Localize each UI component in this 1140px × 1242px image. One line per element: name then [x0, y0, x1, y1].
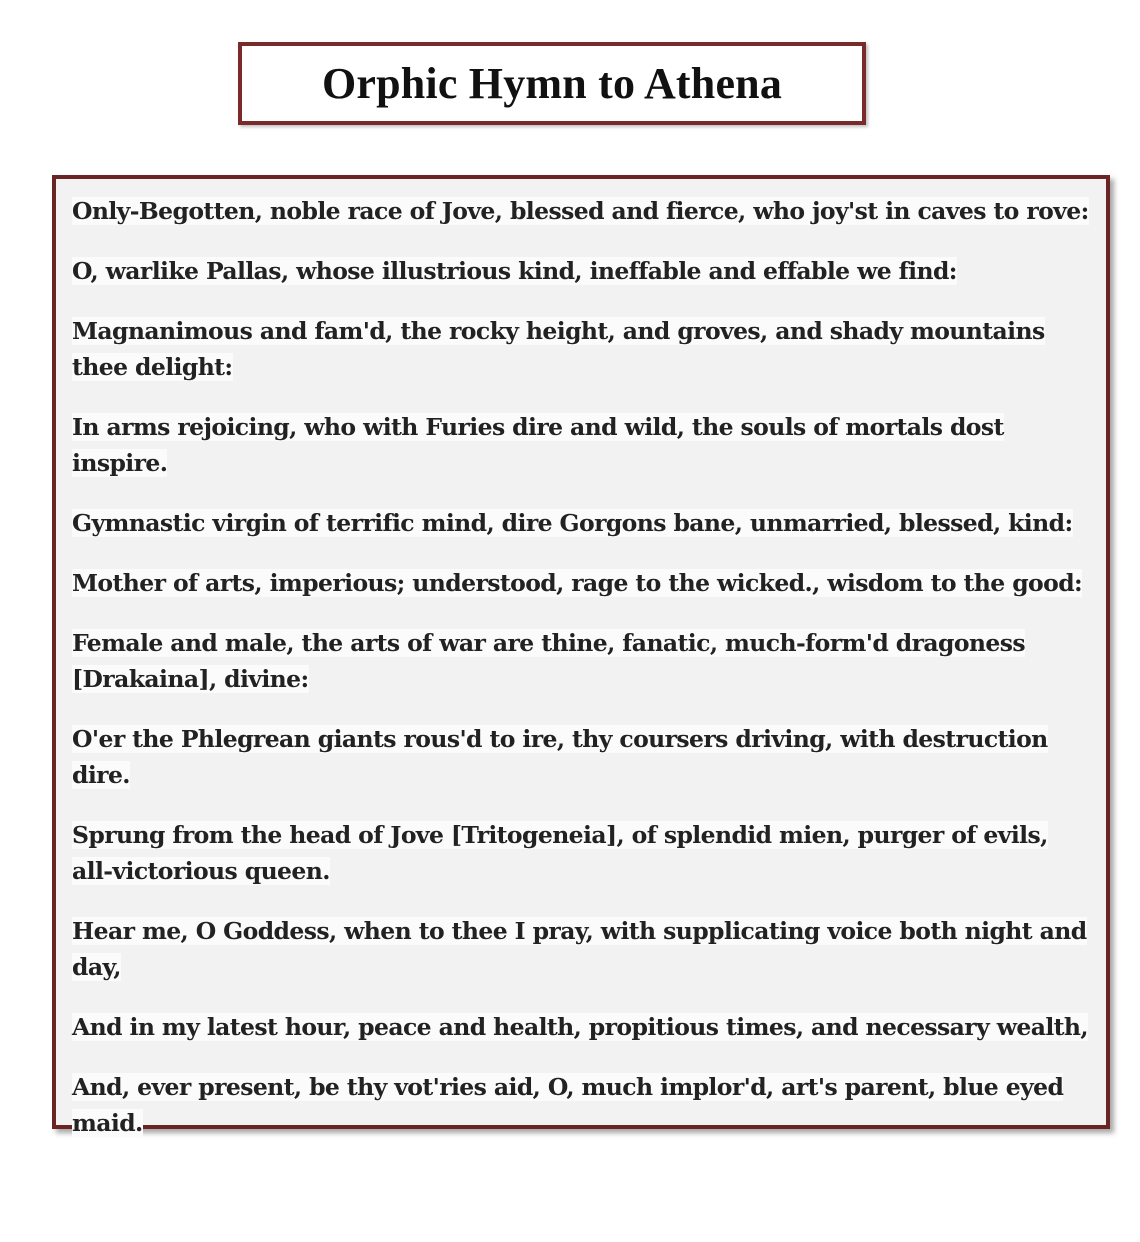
verse-1: Only-Begotten, noble race of Jove, blessed and fierce, who joy'st in caves to rove:: [72, 197, 1089, 225]
verse-10: Hear me, O Goddess, when to thee I pray, with supplicating voice both night and day,: [72, 917, 1087, 981]
hymn-panel: [52, 175, 1110, 1137]
verse-11: And in my latest hour, peace and health, propitious times, and necessary wealth,: [72, 1013, 1088, 1041]
verse-7: Female and male, the arts of war are thine, fanatic, much-form'd dragoness [Drakaina], divine:: [72, 629, 1025, 693]
verse-2: O, warlike Pallas, whose illustrious kind, ineffable and effable we find:: [72, 257, 957, 285]
verse-4: In arms rejoicing, who with Furies dire and wild, the souls of mortals dost inspire.: [72, 413, 1004, 477]
title-box: [238, 42, 866, 125]
verse-8: O'er the Phlegrean giants rous'd to ire, thy coursers driving, with destruction dire.: [72, 725, 1048, 789]
verse-9: Sprung from the head of Jove [Tritogeneia], of splendid mien, purger of evils, all-victorious queen.: [72, 821, 1048, 885]
verse-3: Magnanimous and fam'd, the rocky height, and groves, and shady mountains thee delight:: [72, 317, 1045, 381]
verse-6: Mother of arts, imperious; understood, rage to the wicked., wisdom to the good:: [72, 569, 1083, 597]
verse-12: And, ever present, be thy vot'ries aid, O, much implor'd, art's parent, blue eyed maid.: [72, 1073, 1064, 1137]
page-title: Orphic Hymn to Athena: [321, 59, 783, 108]
verse-5: Gymnastic virgin of terrific mind, dire Gorgons bane, unmarried, blessed, kind:: [72, 509, 1073, 537]
